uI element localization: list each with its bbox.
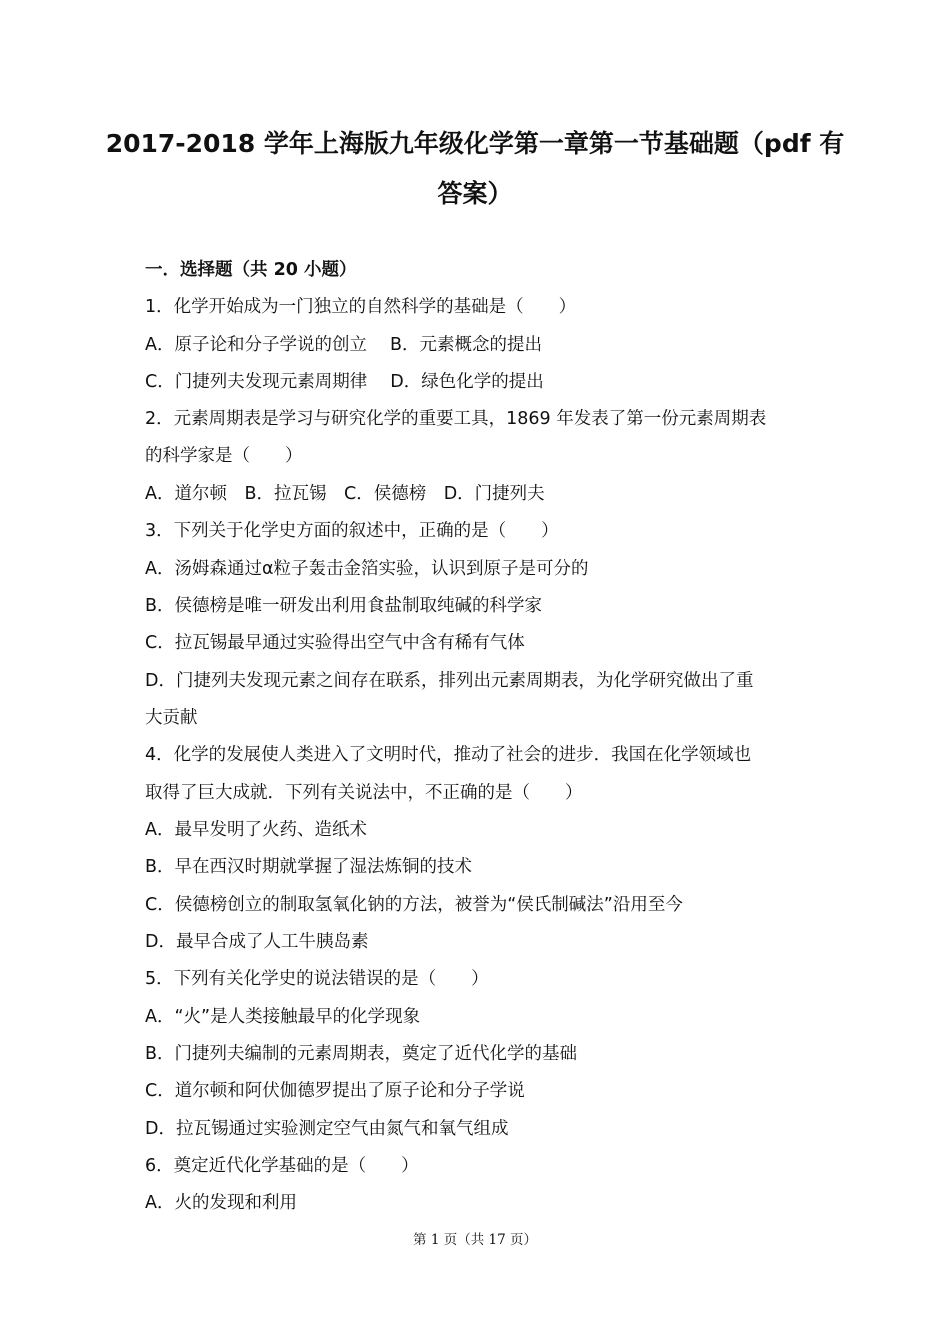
question-1-options-cd: C．门捷列夫发现元素周期律 D．绿色化学的提出 bbox=[145, 372, 544, 392]
question-3-option-c: C．拉瓦锡最早通过实验得出空气中含有稀有气体 bbox=[145, 633, 525, 653]
question-5-option-c: C．道尔顿和阿伏伽德罗提出了原子论和分子学说 bbox=[145, 1081, 525, 1101]
question-4-line-1: 4．化学的发展使人类进入了文明时代，推动了社会的进步．我国在化学领域也 bbox=[145, 745, 752, 765]
document-title-line-1: 2017-2018 学年上海版九年级化学第一章第一节基础题（pdf 有 bbox=[105, 129, 845, 158]
question-4-line-2: 取得了巨大成就．下列有关说法中，不正确的是（ ） bbox=[145, 783, 583, 803]
document-title-line-2: 答案） bbox=[437, 179, 513, 208]
question-4-option-a: A．最早发明了火药、造纸术 bbox=[145, 820, 367, 840]
question-3-option-b: B．侯德榜是唯一研发出利用食盐制取纯碱的科学家 bbox=[145, 596, 543, 616]
question-5: 5．下列有关化学史的说法错误的是（ ） bbox=[145, 969, 489, 989]
question-3-option-d-line-1: D．门捷列夫发现元素之间存在联系，排列出元素周期表，为化学研究做出了重 bbox=[145, 671, 754, 691]
question-2-line-2: 的科学家是（ ） bbox=[145, 446, 303, 466]
page-footer: 第 1 页（共 17 页） bbox=[413, 1232, 537, 1248]
question-4-option-d: D．最早合成了人工牛胰岛素 bbox=[145, 932, 369, 952]
question-6: 6．奠定近代化学基础的是（ ） bbox=[145, 1156, 419, 1176]
question-3: 3．下列关于化学史方面的叙述中，正确的是（ ） bbox=[145, 521, 559, 541]
question-5-option-a: A．“火”是人类接触最早的化学现象 bbox=[145, 1007, 421, 1027]
question-6-option-a: A．火的发现和利用 bbox=[145, 1193, 297, 1213]
question-1: 1．化学开始成为一门独立的自然科学的基础是（ ） bbox=[145, 297, 577, 317]
question-3-option-a: A．汤姆森通过α粒子轰击金箔实验，认识到原子是可分的 bbox=[145, 559, 589, 579]
question-2-options: A．道尔顿 B．拉瓦锡 C．侯德榜 D．门捷列夫 bbox=[145, 484, 545, 504]
question-5-option-d: D．拉瓦锡通过实验测定空气由氮气和氧气组成 bbox=[145, 1119, 509, 1139]
question-3-option-d-line-2: 大贡献 bbox=[145, 708, 198, 728]
section-heading: 一．选择题（共 20 小题） bbox=[145, 260, 357, 280]
question-2-line-1: 2．元素周期表是学习与研究化学的重要工具，1869 年发表了第一份元素周期表 bbox=[145, 409, 767, 429]
question-5-option-b: B．门捷列夫编制的元素周期表，奠定了近代化学的基础 bbox=[145, 1044, 578, 1064]
question-1-options-ab: A．原子论和分子学说的创立 B．元素概念的提出 bbox=[145, 335, 543, 355]
question-4-option-b: B．早在西汉时期就掌握了湿法炼铜的技术 bbox=[145, 857, 473, 877]
question-4-option-c: C．侯德榜创立的制取氢氧化钠的方法，被誉为“侯氏制碱法”沿用至今 bbox=[145, 895, 683, 915]
